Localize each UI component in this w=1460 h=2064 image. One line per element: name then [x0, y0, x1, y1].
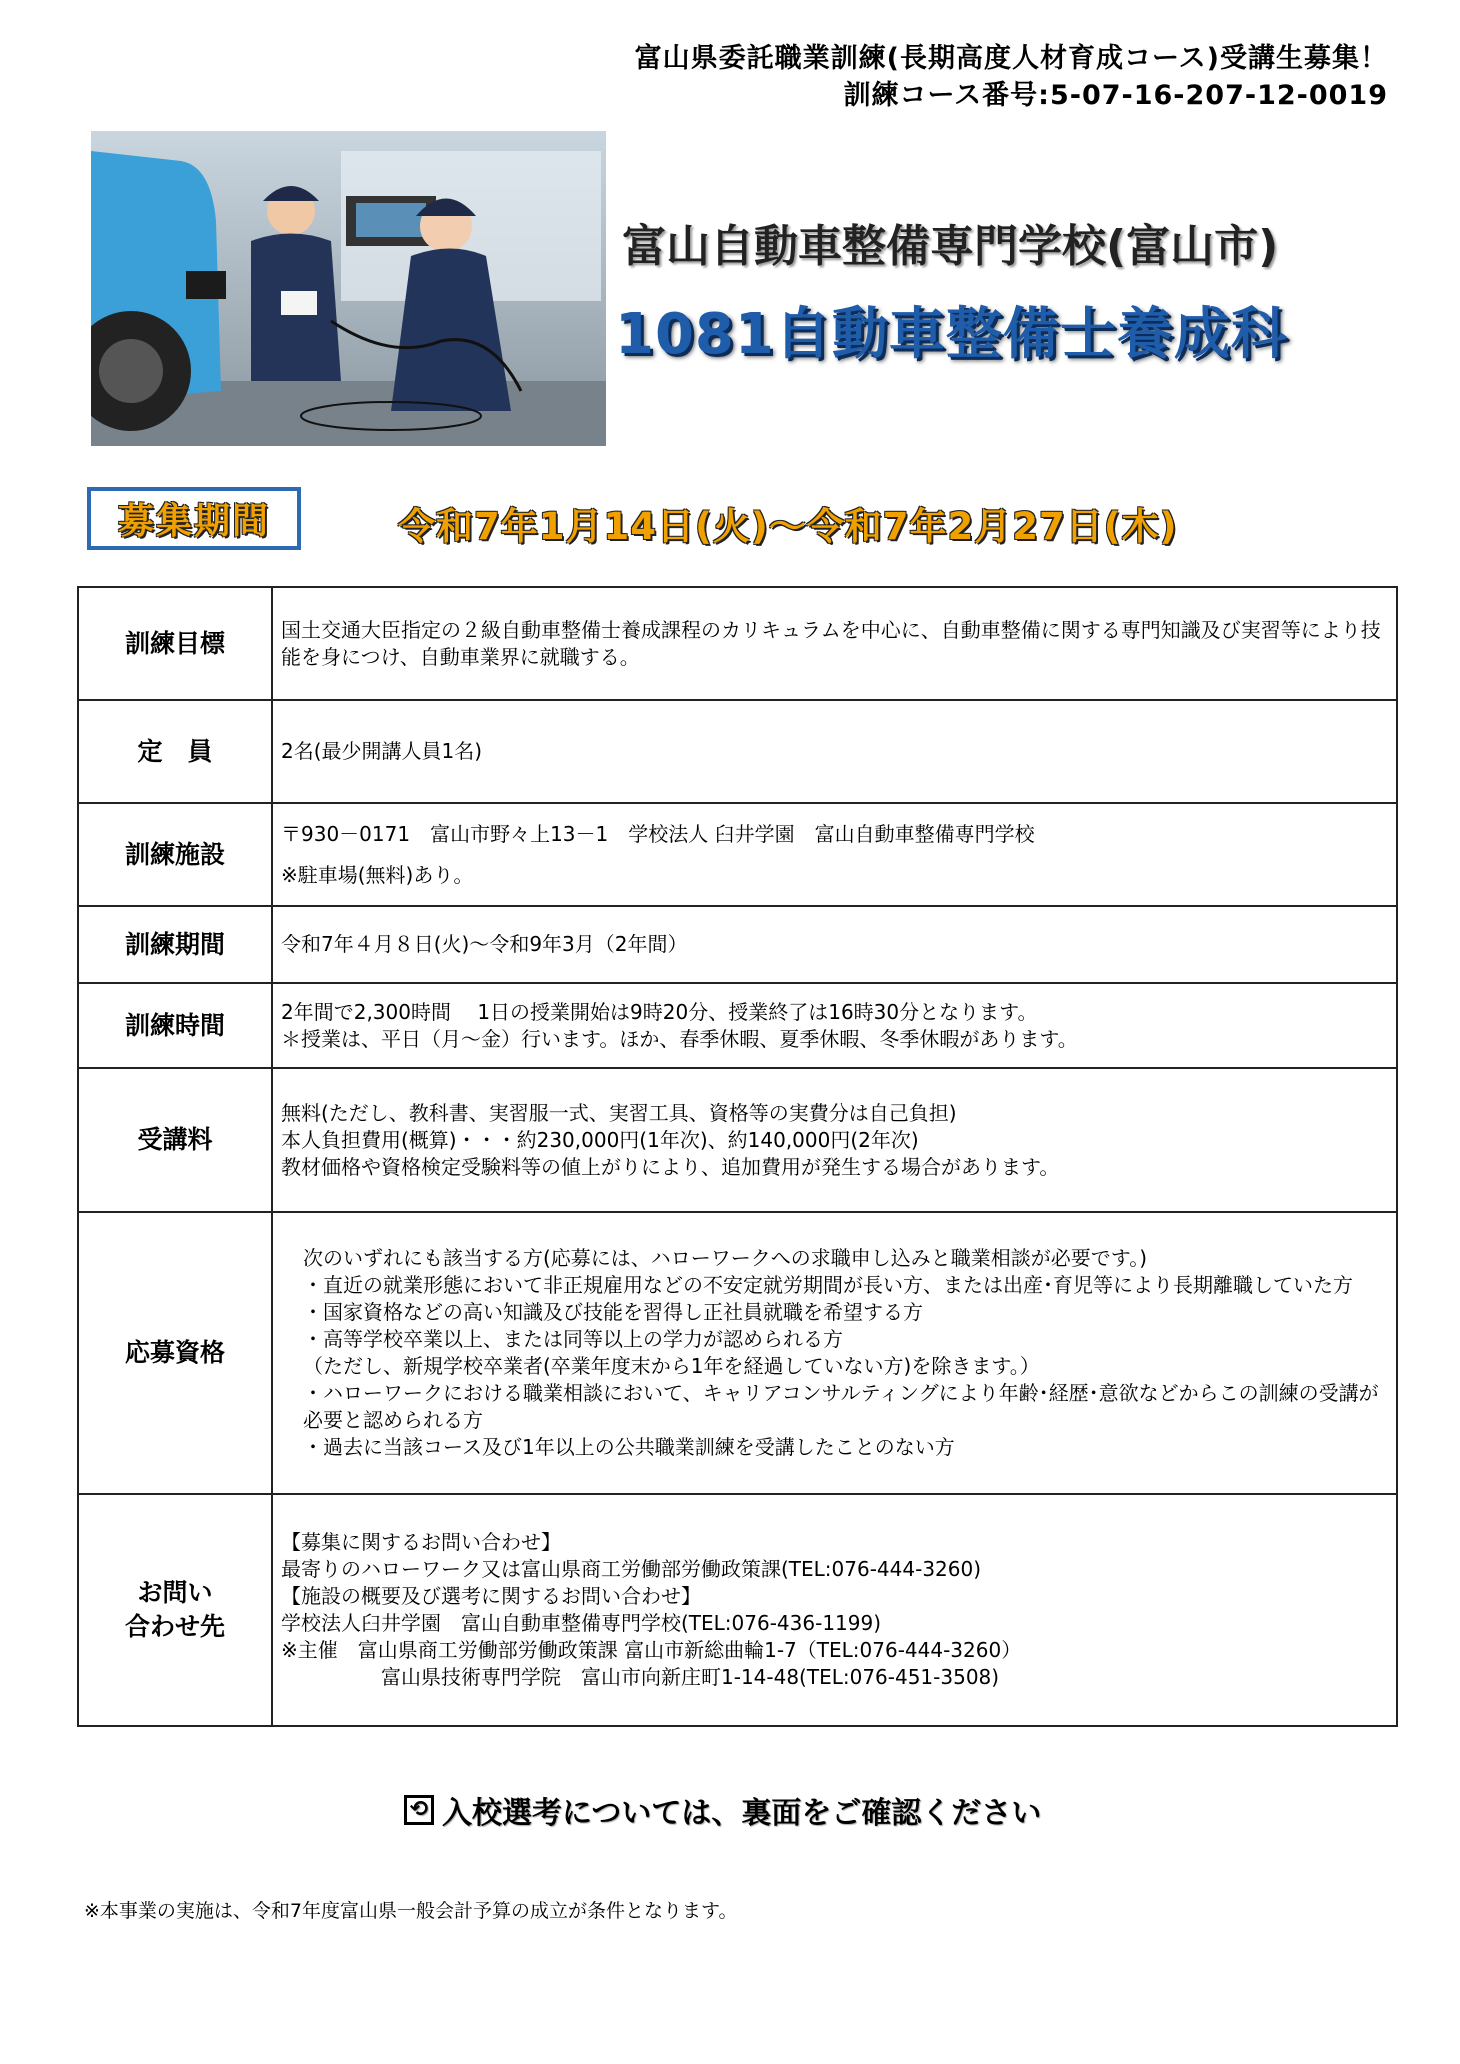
mechanics-photo-illustration	[91, 131, 606, 446]
contact-cell	[272, 1494, 1397, 1726]
contact-line: 【施設の概要及び選考に関するお問い合わせ】	[281, 1584, 701, 1608]
contact-label-line2: 合わせ先	[124, 1612, 225, 1641]
header-title: 富山県委託職業訓練(長期高度人材育成コース)受講生募集！	[634, 43, 1388, 74]
page-turn-icon: ⟲	[404, 1795, 434, 1825]
eligibility-cell	[272, 1212, 1397, 1494]
period-label: 訓練期間	[78, 906, 272, 983]
contact-line: 学校法人臼井学園 富山自動車整備専門学校(TEL:076-436-1199)	[281, 1611, 882, 1635]
course-name: 1081自動車整備士養成科	[615, 302, 1288, 367]
goal-text: 国土交通大臣指定の２級自動車整備士養成課程のカリキュラムを中心に、自動車整備に関する専門知識及び実習等により技能を身につけ、自動車業界に就職する。	[272, 587, 1397, 700]
eligibility-item: ・ハローワークにおける職業相談において、キャリアコンサルティングにより年齢･経歴･意欲などからこの訓練の受講が必要と認められる方	[303, 1381, 1379, 1432]
table-row-contact	[78, 1494, 1397, 1726]
eligibility-item: ・直近の就業形態において非正規雇用などの不安定就労期間が長い方、または出産･育児等により長期離職していた方	[303, 1273, 1353, 1297]
budget-footnote: ※本事業の実施は、令和7年度富山県一般会計予算の成立が条件となります。	[84, 1900, 738, 1922]
contact-label	[78, 1494, 272, 1726]
hours-cell	[272, 983, 1397, 1068]
eligibility-intro: 次のいずれにも該当する方(応募には、ハローワークへの求職申し込みと職業相談が必要です。)	[303, 1246, 1148, 1270]
school-name: 富山自動車整備専門学校(富山市)	[622, 221, 1279, 272]
fee-line2: 本人負担費用(概算)・・・約230,000円(1年次)、約140,000円(2年次)	[281, 1127, 919, 1152]
hours-line1: 2年間で2,300時間 1日の授業開始は9時20分、授業終了は16時30分となります。	[281, 999, 1038, 1024]
mechanics-photo	[91, 131, 606, 446]
contact-label-line1: お問い	[137, 1578, 213, 1607]
table-row-eligibility	[78, 1212, 1397, 1494]
course-info-table	[77, 586, 1398, 1727]
header	[635, 40, 1388, 114]
facility-cell	[272, 803, 1397, 906]
fee-label: 受講料	[78, 1068, 272, 1212]
contact-line: 最寄りのハローワーク又は富山県商工労働部労働政策課(TEL:076-444-3260)	[281, 1557, 982, 1581]
fee-line3: 教材価格や資格検定受験料等の値上がりにより、追加費用が発生する場合があります。	[281, 1154, 1060, 1179]
period-text: 令和7年４月８日(火)～令和9年3月（2年間）	[272, 906, 1397, 983]
table-row-facility	[78, 803, 1397, 906]
contact-line: 【募集に関するお問い合わせ】	[281, 1530, 561, 1554]
table-row-fee	[78, 1068, 1397, 1212]
eligibility-item: ・国家資格などの高い知識及び技能を習得し正社員就職を希望する方	[303, 1300, 923, 1324]
selection-notice	[404, 1788, 1041, 1832]
contact-line: ※主催 富山県商工労働部労働政策課 富山市新総曲輪1-7（TEL:076-444-3260）	[281, 1638, 1022, 1662]
eligibility-item: ・過去に当該コース及び1年以上の公共職業訓練を受講したことのない方	[303, 1435, 955, 1459]
capacity-text: 2名(最少開講人員1名)	[272, 700, 1397, 803]
recruitment-period-label: 募集期間	[87, 487, 301, 550]
recruitment-period-value: 令和7年1月14日(火)～令和7年2月27日(木)	[398, 505, 1178, 548]
fee-line1: 無料(ただし、教科書、実習服一式、実習工具、資格等の実費分は自己負担)	[281, 1100, 957, 1125]
eligibility-item: （ただし、新規学校卒業者(卒業年度末から1年を経過していない方)を除きます。）	[303, 1354, 1040, 1378]
hours-label: 訓練時間	[78, 983, 272, 1068]
goal-label: 訓練目標	[78, 587, 272, 700]
course-number: 訓練コース番号:5-07-16-207-12-0019	[843, 80, 1388, 111]
contact-line: 富山県技術専門学院 富山市向新庄町1-14-48(TEL:076-451-3508)	[381, 1665, 1000, 1689]
table-row-period	[78, 906, 1397, 983]
table-row-capacity	[78, 700, 1397, 803]
hours-line2: ＊授業は、平日（月～金）行います。ほか、春季休暇、夏季休暇、冬季休暇があります。	[281, 1026, 1078, 1051]
eligibility-label: 応募資格	[78, 1212, 272, 1494]
fee-cell	[272, 1068, 1397, 1212]
eligibility-item: ・高等学校卒業以上、または同等以上の学力が認められる方	[303, 1327, 843, 1351]
selection-notice-text: 入校選考については、裏面をご確認ください	[442, 1796, 1042, 1831]
facility-label: 訓練施設	[78, 803, 272, 906]
capacity-label: 定 員	[78, 700, 272, 803]
facility-parking: ※駐車場(無料)あり。	[281, 862, 474, 887]
table-row-goal	[78, 587, 1397, 700]
table-row-hours	[78, 983, 1397, 1068]
facility-address: 〒930－0171 富山市野々上13－1 学校法人 臼井学園 富山自動車整備専門学校	[281, 821, 1035, 846]
